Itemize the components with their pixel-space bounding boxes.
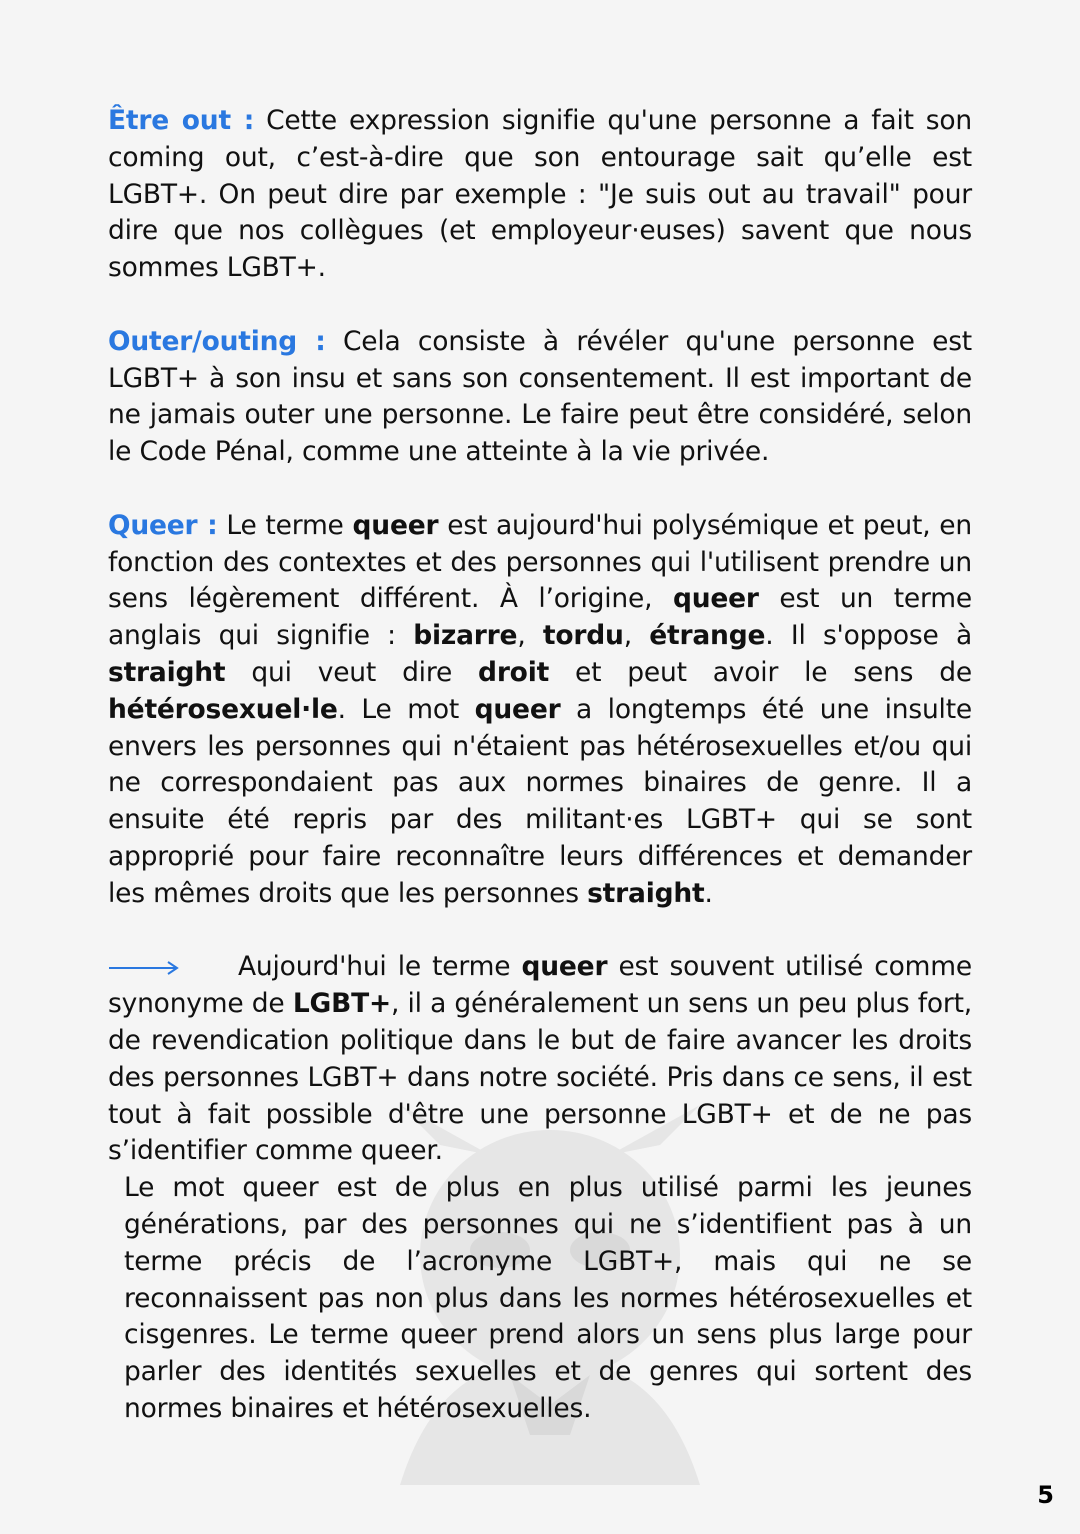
term-etre-out: Être out : [108, 105, 255, 136]
definition-outing-text: Cela consiste à révéler qu'une personne est LGBT+ à son insu et sans son consentement. Il est important de ne jamais outer une personne. Le faire peut être considéré, selon le Code Pénal, comme une atteinte à la vie privée. [108, 325, 972, 468]
arrow-note [108, 949, 972, 1170]
document-body [108, 103, 972, 1428]
term-outing: Outer/outing : [108, 325, 326, 357]
queer-text-7: qui veut dire [225, 656, 479, 688]
queer-text-10: a longtemps été une insulte envers les personnes qui n'étaient pas hétérosexuelles et/ou qui ne correspondaient pas aux normes binaires de genre. Il a ensuite été repris par des militant·es LGBT+ qui se sont approprié pour faire reconnaître leurs différences et demander les mêmes droits que les personnes [108, 693, 973, 909]
arrow-note-bold-2: LGBT+ [292, 988, 391, 1020]
queer-bold-10: straight [587, 877, 705, 909]
arrow-right-icon [108, 960, 180, 976]
queer-bold-7: droit [478, 656, 550, 688]
page-number: 5 [1037, 1481, 1054, 1509]
queer-bold-6: straight [108, 656, 226, 688]
definition-etre-out-text: Cette expression signifie qu'une personne a fait son coming out, c’est-à-dire que son entourage sait qu’elle est LGBT+. On peut dire par exemple : "Je suis out au travail" pour dire que nos collègues (et employeur·euses) savent que nous sommes LGBT+. [108, 105, 972, 284]
queer-bold-1: queer [352, 509, 439, 541]
queer-text-1: Le terme [217, 509, 353, 541]
arrow-note-bold-1: queer [521, 951, 608, 983]
arrow-note-text-2: est souvent utilisé comme synonyme de [108, 951, 972, 1020]
arrow-note-text-1: Aujourd'hui le terme [238, 951, 522, 983]
queer-text-2: est aujourd'hui polysémique et peut, en fonction des contextes et des personnes qui l'utilisent prendre un sens légèrement différent. À l’origine, [108, 509, 972, 615]
queer-bold-5: étrange [649, 620, 766, 652]
queer-text-6: . Il s'oppose à [765, 620, 973, 652]
queer-bold-9: queer [474, 693, 561, 725]
queer-text-4: , [517, 620, 543, 652]
term-queer: Queer : [108, 509, 218, 541]
queer-bold-3: bizarre [413, 620, 518, 652]
queer-text-8: et peut avoir le sens de [549, 656, 972, 688]
definition-etre-out [108, 103, 972, 287]
arrow-note-text-3: , il a généralement un sens un peu plus fort, de revendication politique dans le but de faire avancer les droits des personnes LGBT+ dans notre société. Pris dans ce sens, il est tout à fait possible d'être une personne LGBT+ et de ne pas s’identifier comme queer. [108, 988, 972, 1167]
queer-bold-2: queer [672, 583, 759, 615]
queer-bold-8: hétérosexuel·le [108, 693, 338, 725]
queer-text-9: . Le mot [337, 693, 475, 725]
queer-text-3: est un terme anglais qui signifie : [108, 583, 972, 652]
queer-text-11: . [704, 877, 713, 909]
closing-paragraph: Le mot queer est de plus en plus utilisé parmi les jeunes générations, par des personnes qui ne s’identifient pas à un terme précis de l’acronyme LGBT+, mais qui ne se reconnaissent pas non plus dans les normes hétérosexuelles et cisgenres. Le terme queer prend alors un sens plus large pour parler des identités sexuelles et de genres qui sortent des normes binaires et hétérosexuelles. [124, 1172, 972, 1424]
queer-text-5: , [623, 620, 650, 652]
queer-bold-4: tordu [542, 620, 624, 652]
definition-queer [108, 508, 972, 913]
definition-outing [108, 324, 972, 471]
